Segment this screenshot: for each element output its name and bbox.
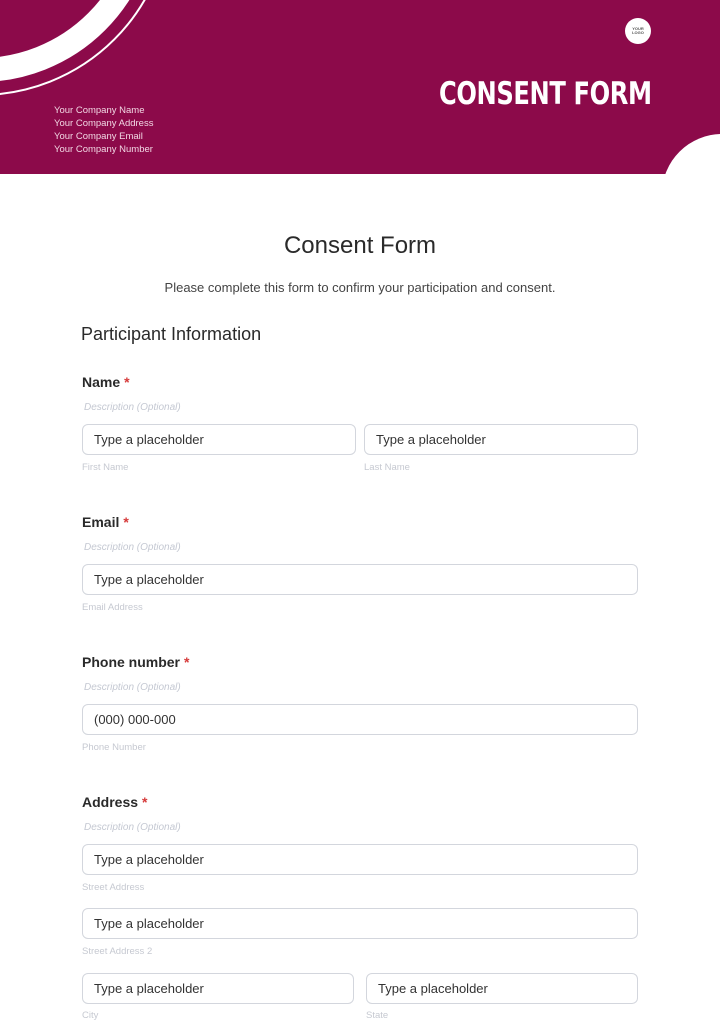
required-mark: *	[184, 654, 190, 670]
phone-sublabel: Phone Number	[82, 742, 146, 753]
phone-input[interactable]: (000) 000-000	[82, 704, 638, 735]
name-description: Description (Optional)	[84, 402, 181, 413]
city-sublabel: City	[82, 1010, 99, 1021]
state-sublabel: State	[366, 1010, 389, 1021]
form-title: Consent Form	[283, 232, 437, 259]
company-name: Your Company Name	[54, 105, 145, 116]
first-name-input[interactable]: Type a placeholder	[82, 424, 356, 455]
name-label-text: Name	[82, 374, 121, 390]
city-input[interactable]: Type a placeholder	[82, 973, 354, 1004]
street-address-2-sublabel: Street Address 2	[82, 946, 153, 957]
required-mark: *	[124, 374, 130, 390]
email-label-text: Email	[82, 514, 120, 530]
required-mark: *	[142, 794, 148, 810]
company-email: Your Company Email	[54, 131, 143, 142]
company-address: Your Company Address	[54, 118, 154, 129]
address-label-text: Address	[82, 794, 139, 810]
email-description: Description (Optional)	[84, 542, 181, 553]
logo-text-line-2: LOGO	[632, 30, 644, 35]
decorative-arc-thick	[0, 0, 145, 70]
company-info	[54, 104, 153, 156]
address-description: Description (Optional)	[84, 822, 181, 833]
email-sublabel: Email Address	[82, 602, 143, 613]
email-label	[82, 514, 129, 530]
street-address-2-input[interactable]: Type a placeholder	[82, 908, 638, 939]
first-name-sublabel: First Name	[82, 462, 129, 473]
section-title: Participant Information	[81, 324, 262, 344]
header-banner	[0, 0, 720, 174]
email-input[interactable]: Type a placeholder	[82, 564, 638, 595]
logo-text-line-1: YOUR	[632, 25, 644, 31]
decorative-arc-thin	[0, 0, 170, 95]
form-subtitle: Please complete this form to confirm your participation and consent.	[164, 280, 556, 295]
name-label	[82, 374, 130, 390]
street-address-input[interactable]: Type a placeholder	[82, 844, 638, 875]
last-name-sublabel: Last Name	[364, 462, 410, 473]
phone-label-text: Phone number	[82, 654, 181, 670]
phone-label	[82, 654, 189, 670]
address-label	[82, 794, 147, 810]
company-logo	[625, 18, 651, 44]
required-mark: *	[123, 514, 129, 530]
last-name-input[interactable]: Type a placeholder	[364, 424, 638, 455]
state-input[interactable]: Type a placeholder	[366, 973, 638, 1004]
phone-description: Description (Optional)	[84, 682, 181, 693]
street-address-sublabel: Street Address	[82, 882, 145, 893]
company-number: Your Company Number	[54, 144, 153, 155]
header-title: CONSENT FORM	[439, 76, 652, 112]
